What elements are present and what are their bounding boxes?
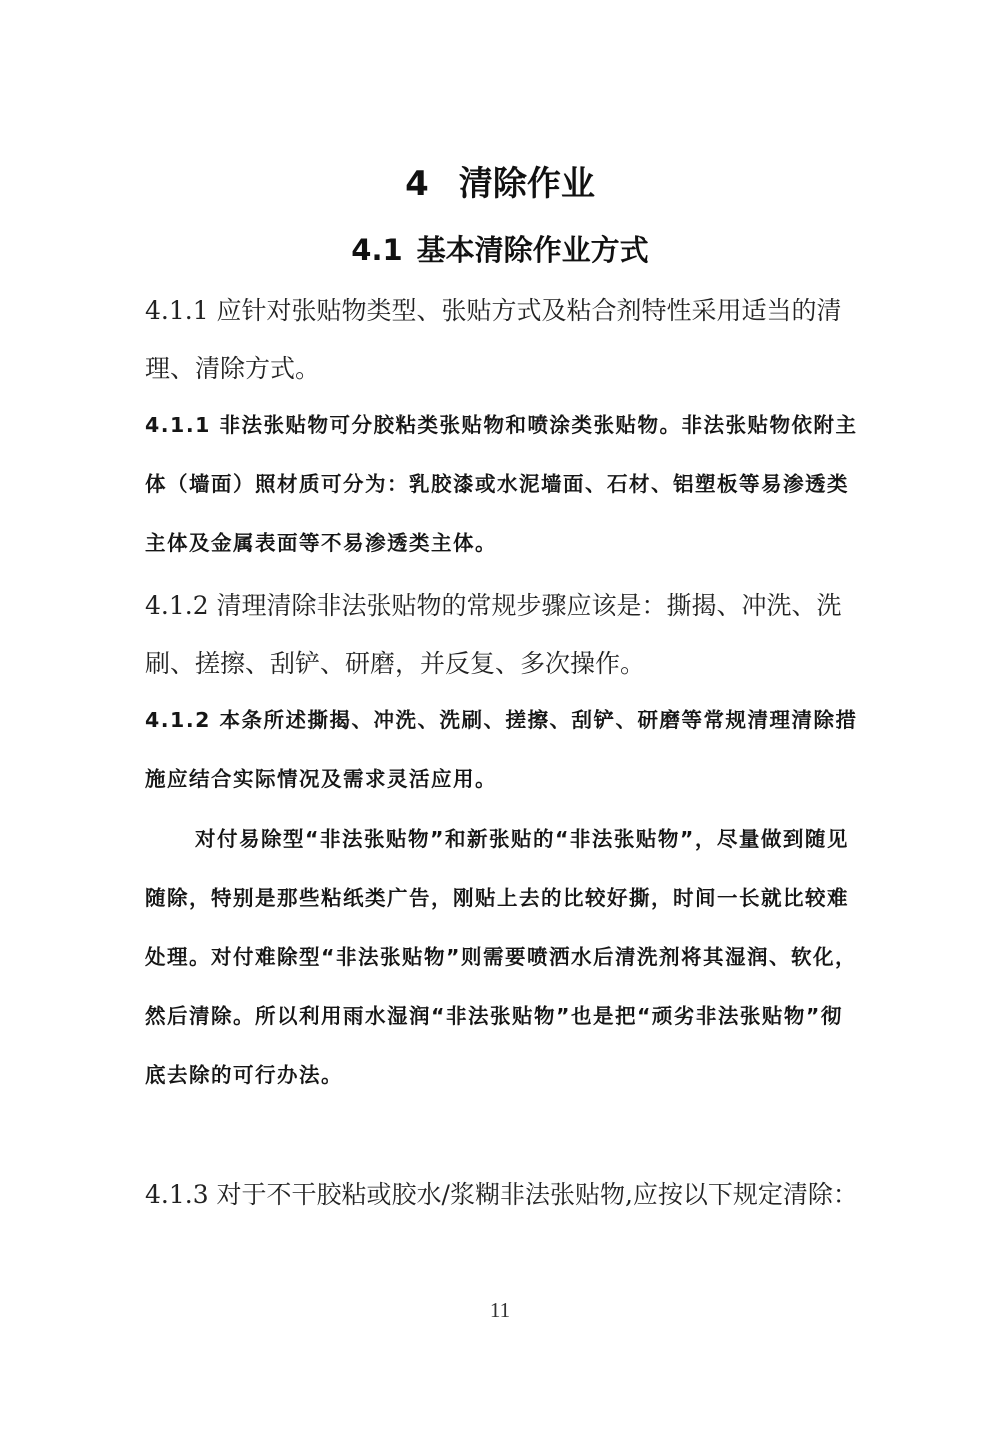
clause-4-1-2: 4.1.2 清理清除非法张贴物的常规步骤应该是：撕揭、冲洗、洗刷、搓擦、刮铲、研磨，并反复、多次操作。 [145,591,842,678]
clause-4-1-1: 4.1.1 应针对张贴物类型、张贴方式及粘合剂特性采用适当的清理、清除方式。 [145,296,842,383]
commentary-4-1-1: 4.1.1 非法张贴物可分胶粘类张贴物和喷涂类张贴物。非法张贴物依附主体（墙面）照材质可分为：乳胶漆或水泥墙面、石材、铝塑板等易渗透类主体及金属表面等不易渗透类主体。 [145,413,858,555]
section-heading [0,228,1000,272]
chapter-number: 4 [405,164,429,204]
page-number: 11 [489,1298,511,1322]
chapter-title: 清除作业 [458,164,595,204]
section-number: 4.1 [351,233,403,267]
clause-4-1-3: 4.1.3 对于不干胶粘或胶水/浆糊非法张贴物,应按以下规定清除： [145,1180,858,1209]
commentary-4-1-2: 4.1.2 本条所述撕揭、冲洗、洗刷、搓擦、刮铲、研磨等常规清理清除措施应结合实际情况及需求灵活应用。 [145,708,858,791]
commentary-paragraph: 对付易除型“非法张贴物”和新张贴的“非法张贴物”，尽量做到随见随除，特别是那些粘纸类广告，刚贴上去的比较好撕，时间一长就比较难处理。对付难除型“非法张贴物”则需要喷洒水后清洗剂将其湿润、软化，然后清除。所以利用雨水湿润“非法张贴物”也是把“顽劣非法张贴物”彻底去除的可行办法。 [145,827,857,1087]
chapter-heading [0,160,1000,208]
section-title: 基本清除作业方式 [416,233,649,267]
